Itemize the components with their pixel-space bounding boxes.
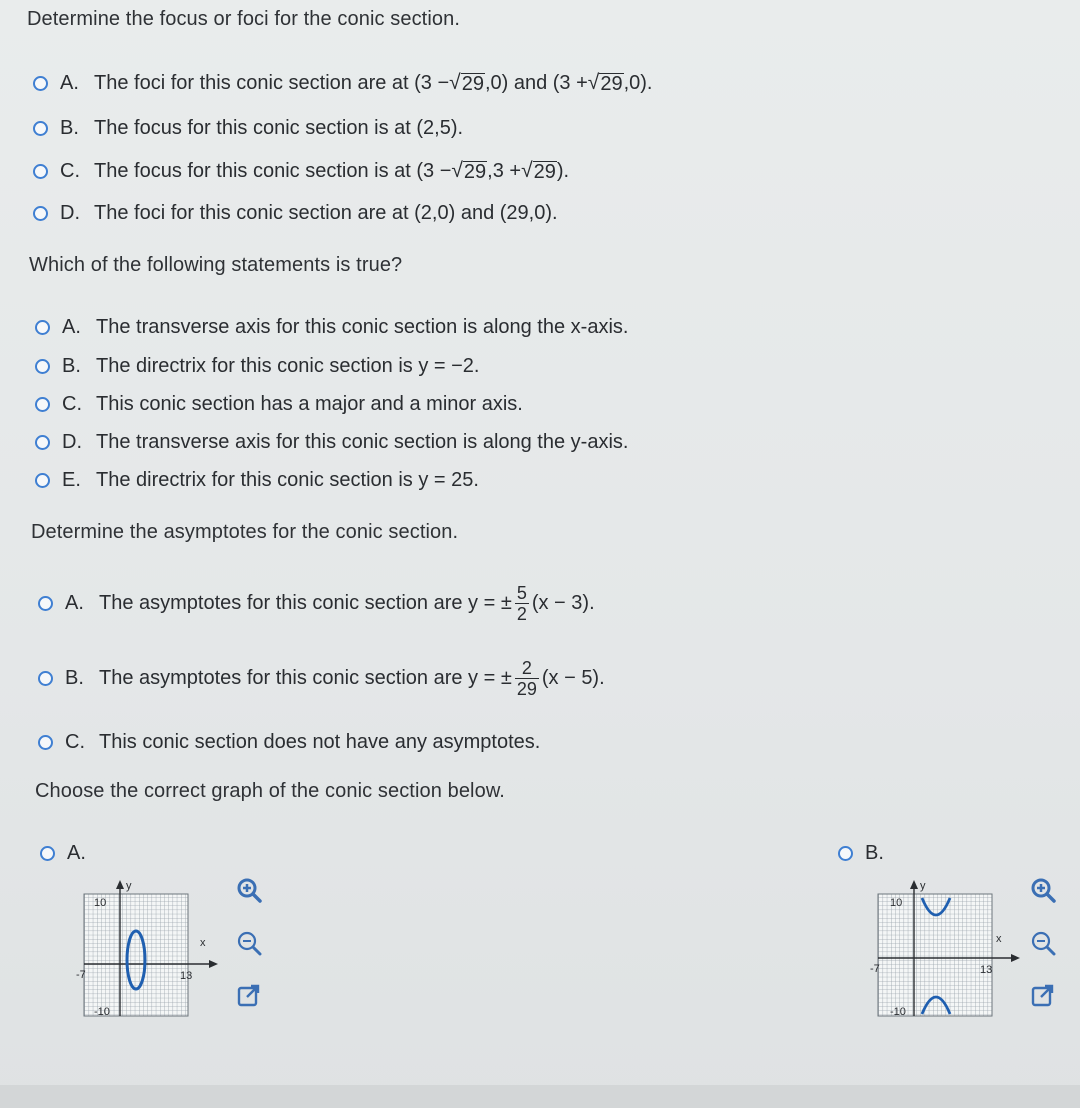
fraction-numerator: 5 xyxy=(516,583,527,603)
option-text-part: (x − 3). xyxy=(531,592,595,614)
q1-option-b[interactable] xyxy=(33,117,463,140)
y-max-label: 10 xyxy=(890,897,903,909)
fraction-denominator: 29 xyxy=(516,679,537,699)
radicand: 29 xyxy=(533,161,556,183)
radicand: 29 xyxy=(461,73,484,95)
option-letter: A. xyxy=(60,72,79,94)
option-text-part: ). xyxy=(556,160,570,182)
radicand: 29 xyxy=(463,161,487,183)
zoom-in-icon[interactable] xyxy=(236,877,262,903)
option-text: The directrix for this conic section is y = 25. xyxy=(96,469,479,491)
question-asymptotes-prompt: Determine the asymptotes for the conic section. xyxy=(31,521,459,543)
q2-option-c[interactable] xyxy=(35,393,523,416)
radio-button[interactable] xyxy=(35,359,50,374)
option-letter: D. xyxy=(60,202,80,224)
grid xyxy=(84,894,188,1016)
y-min-label: -10 xyxy=(890,1006,906,1018)
q2-option-e[interactable] xyxy=(35,469,479,492)
radio-button[interactable] xyxy=(38,735,53,750)
option-text xyxy=(99,658,605,699)
option-text xyxy=(99,583,595,624)
fraction xyxy=(515,658,539,699)
option-text: The focus for this conic section is at (2,5). xyxy=(94,117,464,139)
option-text-part: ,3 + xyxy=(487,160,522,182)
option-text: The transverse axis for this conic section is along the y-axis. xyxy=(96,431,629,453)
q1-option-a[interactable] xyxy=(33,72,652,95)
question-foci-prompt: Determine the focus or foci for the conic section. xyxy=(27,8,460,30)
option-text-part: ,0). xyxy=(623,72,653,94)
q1-option-d[interactable] xyxy=(33,202,558,225)
option-text xyxy=(94,160,569,183)
radio-button[interactable] xyxy=(35,397,50,412)
option-letter: E. xyxy=(62,469,81,491)
graph-b-svg xyxy=(870,876,1020,1026)
option-letter: D. xyxy=(62,431,82,453)
option-text-part: The asymptotes for this conic section are y = ± xyxy=(99,592,512,614)
radio-button[interactable] xyxy=(33,164,48,179)
sqrt: √ 29 xyxy=(587,71,623,95)
option-letter: C. xyxy=(60,160,80,182)
y-min-label: -10 xyxy=(94,1006,110,1018)
zoom-out-icon[interactable] xyxy=(1030,930,1056,956)
option-letter: A. xyxy=(65,592,84,614)
x-min-label: -7 xyxy=(870,963,880,975)
radicand: 29 xyxy=(600,73,623,95)
radio-button[interactable] xyxy=(40,846,55,861)
radio-button[interactable] xyxy=(838,846,853,861)
sqrt: √ 29 xyxy=(451,159,487,183)
q3-option-b[interactable] xyxy=(38,658,605,699)
zoom-in-icon[interactable] xyxy=(1030,877,1056,903)
q4-option-a[interactable] xyxy=(40,842,86,865)
option-letter: B. xyxy=(865,842,884,864)
question-graph-prompt: Choose the correct graph of the conic section below. xyxy=(35,780,505,802)
option-text-part: ,0) and (3 + xyxy=(484,72,588,94)
q2-option-b[interactable] xyxy=(35,355,480,378)
radio-button[interactable] xyxy=(35,473,50,488)
expand-icon[interactable] xyxy=(1030,983,1056,1009)
sqrt: √ 29 xyxy=(521,159,556,183)
x-max-label: 13 xyxy=(980,964,993,976)
y-axis-label: y xyxy=(920,880,926,892)
y-axis-arrow xyxy=(116,880,124,889)
sqrt: √ 29 xyxy=(449,71,484,95)
q3-option-c[interactable] xyxy=(38,731,540,754)
fraction-denominator: 2 xyxy=(516,604,527,624)
q4-option-b[interactable] xyxy=(838,842,884,865)
option-text-part: The asymptotes for this conic section are y = ± xyxy=(99,667,512,689)
option-text: The foci for this conic section are at (2,0) and (29,0). xyxy=(94,202,558,224)
x-max-label: 13 xyxy=(180,970,193,982)
radio-button[interactable] xyxy=(38,671,53,686)
radio-button[interactable] xyxy=(35,435,50,450)
expand-icon[interactable] xyxy=(236,983,262,1009)
option-letter: A. xyxy=(62,316,81,338)
x-axis-label: x xyxy=(996,933,1002,945)
option-text-part: (x − 5). xyxy=(541,667,605,689)
x-axis-arrow xyxy=(209,960,218,968)
option-text: This conic section does not have any asymptotes. xyxy=(99,731,541,753)
q1-option-c[interactable] xyxy=(33,160,569,183)
graph-b[interactable] xyxy=(870,876,1020,1031)
graph-a-svg xyxy=(76,876,226,1026)
x-axis-label: x xyxy=(200,937,206,949)
option-letter: B. xyxy=(65,667,84,689)
fraction-numerator: 2 xyxy=(521,658,532,678)
option-letter: A. xyxy=(67,842,86,864)
x-min-label: -7 xyxy=(76,969,86,981)
question-statements-prompt: Which of the following statements is true? xyxy=(29,254,403,276)
bottom-strip xyxy=(0,1085,1080,1108)
option-letter: B. xyxy=(60,117,79,139)
option-text: The directrix for this conic section is y = −2. xyxy=(96,355,480,377)
x-axis-arrow xyxy=(1011,954,1020,962)
graph-a[interactable] xyxy=(76,876,226,1031)
option-letter: C. xyxy=(62,393,82,415)
q2-option-d[interactable] xyxy=(35,431,628,454)
radio-button[interactable] xyxy=(33,121,48,136)
radio-button[interactable] xyxy=(38,596,53,611)
option-letter: C. xyxy=(65,731,85,753)
option-text-part: The foci for this conic section are at (3 − xyxy=(94,72,450,94)
fraction xyxy=(515,583,529,624)
y-max-label: 10 xyxy=(94,897,107,909)
q2-option-a[interactable] xyxy=(35,316,628,339)
option-text-part: The focus for this conic section is at (3 − xyxy=(94,160,452,182)
radio-button[interactable] xyxy=(35,320,50,335)
option-text: The transverse axis for this conic section is along the x-axis. xyxy=(96,316,629,338)
radio-button[interactable] xyxy=(33,76,48,91)
y-axis-label: y xyxy=(126,880,132,892)
zoom-out-icon[interactable] xyxy=(236,930,262,956)
option-text xyxy=(94,72,652,95)
option-letter: B. xyxy=(62,355,81,377)
option-text: This conic section has a major and a minor axis. xyxy=(96,393,523,415)
y-axis-arrow xyxy=(910,880,918,889)
radio-button[interactable] xyxy=(33,206,48,221)
q3-option-a[interactable] xyxy=(38,583,595,624)
